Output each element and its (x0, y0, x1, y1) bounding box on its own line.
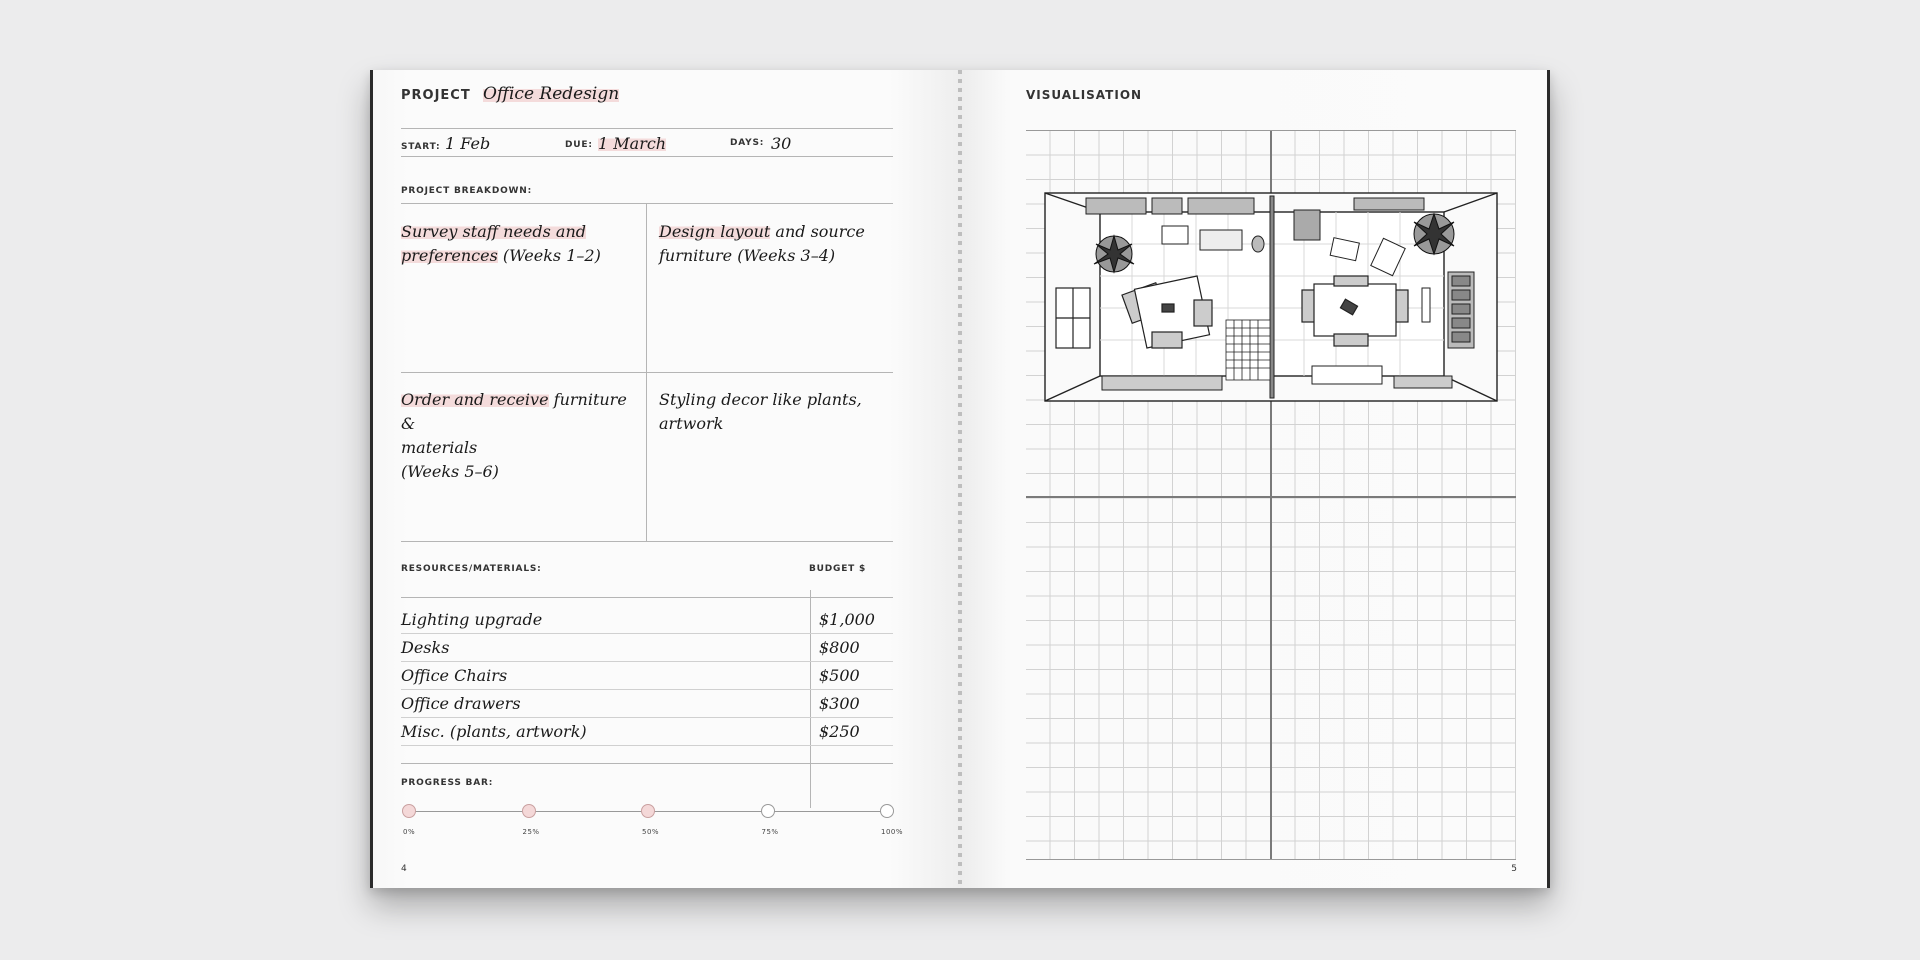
resource-row[interactable] (401, 718, 891, 746)
divider (401, 156, 893, 157)
resource-cost: $800 (819, 638, 860, 657)
resource-cost: $250 (819, 722, 860, 741)
progress-marker[interactable] (761, 804, 775, 818)
divider (401, 597, 893, 598)
resource-item: Misc. (plants, artwork) (401, 722, 587, 741)
progress-marker[interactable] (522, 804, 536, 818)
breakdown-cell-2[interactable]: Design layout and source furniture (Weeks 3–4) (659, 222, 865, 265)
days-label: DAYS: (730, 138, 765, 148)
days-value[interactable]: 30 (771, 134, 792, 153)
breakdown-label: PROJECT BREAKDOWN: (401, 186, 533, 196)
progress-mark-label: 0% (403, 828, 416, 836)
resources-label: RESOURCES/MATERIALS: (401, 564, 542, 574)
breakdown-divider-h (401, 372, 893, 373)
progress-label: PROGRESS BAR: (401, 778, 494, 788)
project-label: PROJECT (401, 88, 471, 103)
breakdown-cell-3[interactable]: Order and receive furniture & materials (Weeks 5–6) (401, 390, 627, 481)
progress-mark-label: 25% (522, 828, 540, 836)
resource-row[interactable] (401, 634, 891, 662)
breakdown-cell-1[interactable]: Survey staff needs and preferences (Weeks 1–2) (401, 222, 601, 265)
resource-row[interactable] (401, 662, 891, 690)
resource-item: Desks (401, 638, 450, 657)
progress-mark-label: 75% (761, 828, 779, 836)
progress-mark-label: 50% (642, 828, 660, 836)
progress-marker[interactable] (880, 804, 894, 818)
breakdown-divider-bottom (401, 541, 893, 542)
visualisation-title: VISUALISATION (1026, 88, 1143, 102)
resource-item: Office drawers (401, 694, 521, 713)
spine-binding (958, 70, 962, 888)
breakdown-cell-4[interactable]: Styling decor like plants, artwork (659, 390, 862, 433)
page-number: 5 (1511, 864, 1517, 874)
resource-row[interactable] (401, 606, 891, 634)
budget-label: BUDGET $ (809, 564, 867, 574)
due-value[interactable]: 1 March (598, 134, 667, 153)
grid-center-horizontal (1026, 496, 1516, 498)
start-label: START: (401, 142, 441, 152)
left-page (370, 70, 960, 888)
row-divider (401, 745, 893, 746)
start-value[interactable]: 1 Feb (445, 134, 491, 153)
rug (1226, 320, 1270, 380)
resource-row[interactable] (401, 690, 891, 718)
resource-cost: $500 (819, 666, 860, 685)
divider (401, 203, 893, 204)
resource-item: Office Chairs (401, 666, 508, 685)
divider (401, 763, 893, 764)
progress-marker[interactable] (402, 804, 416, 818)
progress-mark-label: 100% (881, 828, 904, 836)
partition-wall (1270, 196, 1274, 398)
right-page (960, 70, 1550, 888)
resource-item: Lighting upgrade (401, 610, 543, 629)
resource-cost: $1,000 (819, 610, 875, 629)
desk-right (1302, 276, 1408, 346)
due-label: DUE: (565, 140, 593, 150)
office-floor-plan-illustration (1044, 192, 1498, 402)
project-name[interactable]: Office Redesign (483, 84, 620, 104)
progress-marker[interactable] (641, 804, 655, 818)
resource-cost: $300 (819, 694, 860, 713)
page-number: 4 (401, 864, 407, 874)
notebook-spread (370, 70, 1550, 888)
divider (401, 128, 893, 129)
